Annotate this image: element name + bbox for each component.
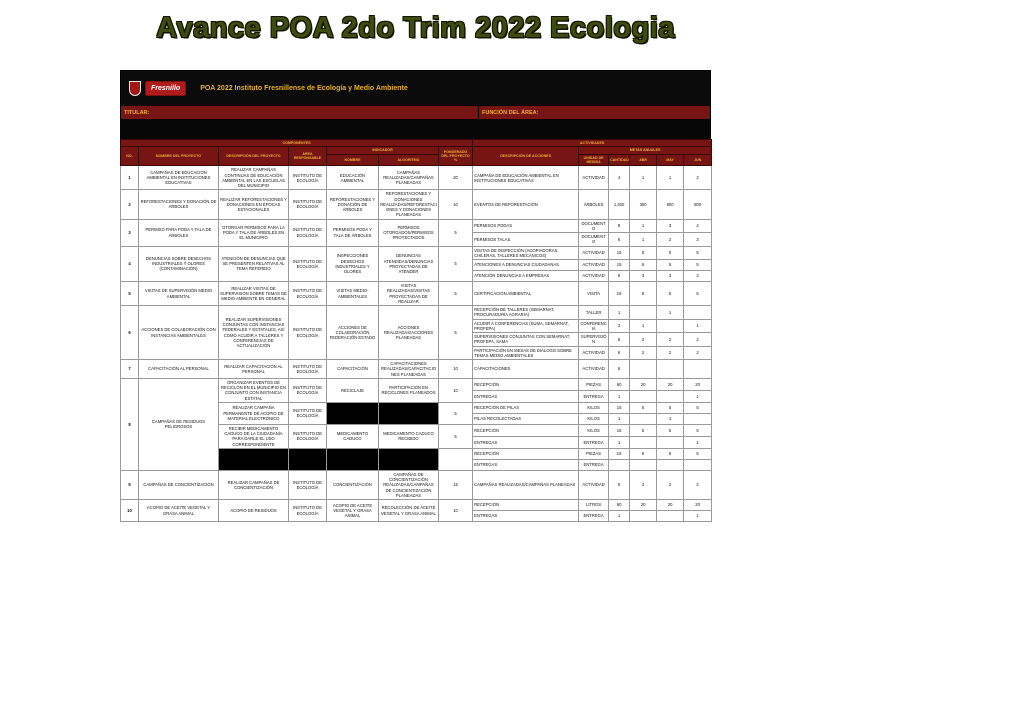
unit-of-measure: PIEZAS bbox=[579, 378, 609, 390]
indicator-name bbox=[327, 402, 379, 424]
project-weight: 10 bbox=[439, 360, 473, 379]
june-value: 20 bbox=[684, 378, 712, 390]
responsible-area: INSTITUTO DE ECOLOGÍA bbox=[289, 190, 327, 219]
project-description: REALIZAR CAMPAÑA PERMANENTE DE ACOPIO DE MATERIAL ELECTRÓNICO bbox=[219, 402, 289, 424]
responsible-area: INSTITUTO DE ECOLOGÍA bbox=[289, 378, 327, 402]
june-value: 5 bbox=[684, 260, 712, 271]
project-name: CAMPAÑAS DE CONCIENTIZACIÓN bbox=[139, 470, 219, 499]
group-header-actividades: ACTIVIDADES bbox=[473, 140, 712, 147]
june-value: 1 bbox=[684, 319, 712, 333]
project-number: 8 bbox=[121, 378, 139, 470]
table-row bbox=[121, 500, 712, 511]
titular-label: TITULAR: bbox=[121, 106, 479, 119]
unit-of-measure: KILOS bbox=[579, 402, 609, 413]
info-bar bbox=[120, 106, 711, 120]
may-value: 2 bbox=[657, 346, 684, 360]
annual-quantity: 1 bbox=[609, 306, 630, 320]
indicator-formula bbox=[379, 448, 439, 470]
unit-of-measure: PIEZAS bbox=[579, 448, 609, 459]
funcion-del-area-label: FUNCIÓN DEL ÁREA: bbox=[482, 109, 539, 116]
fresnillo-wordmark-logo: Fresnillo bbox=[145, 81, 186, 96]
indicator-formula: CAMPAÑAS REALIZADAS/CAMPAÑAS PLANEADAS bbox=[379, 166, 439, 190]
col-header-no: NO. bbox=[121, 147, 139, 166]
april-value: 3 bbox=[630, 271, 657, 282]
indicator-formula: DENUNCIAS ATENDIDAS/DENUNCIAS PROYECTADAS DE ATENDER bbox=[379, 246, 439, 282]
project-description: REALIZAR SUPERVISIONES CONJUNTAS CON INSTANCIAS FEDERALES Y ESTATALES, ASÍ COMO ACUDIR A TALLERES Y CONFERENCIAS DE ACTUALIZACIÓN bbox=[219, 306, 289, 360]
table-row bbox=[121, 190, 712, 219]
project-name: DENUNCIAS SOBRE DESECHOS INDUSTRIALES Y OLORES (CONTAMINACIÓN) bbox=[139, 246, 219, 282]
annual-quantity: 2 bbox=[609, 319, 630, 333]
project-description: REALIZAR VISITAS DE SUPERVISIÓN SOBRE TEMAS DE MEDIO AMBIENTE EN GENERAL bbox=[219, 282, 289, 306]
june-value bbox=[684, 306, 712, 320]
project-name: CAMPAÑAS DE RESIDUOS PELIGROSOS bbox=[139, 378, 219, 470]
action-description: SUPERVISIONES CONJUNTAS CON SEMARNAT, PROFEPA, SAMA bbox=[473, 333, 579, 347]
unit-of-measure: ENTREGA bbox=[579, 511, 609, 522]
project-name: CAMPAÑAS DE EDUCACIÓN AMBIENTAL EN INSTITUCIONES EDUCATIVAS bbox=[139, 166, 219, 190]
table-row bbox=[121, 306, 712, 320]
project-name: PERMISO PARA PODA Y TALA DE ÁRBOLES bbox=[139, 219, 219, 246]
unit-of-measure: ACTIVIDAD bbox=[579, 346, 609, 360]
indicator-name: VISITAS MEDIO-AMBIENTALES bbox=[327, 282, 379, 306]
may-value: 2 bbox=[657, 470, 684, 499]
responsible-area: INSTITUTO DE ECOLOGÍA bbox=[289, 306, 327, 360]
project-number: 5 bbox=[121, 282, 139, 306]
project-name: ACCIONES DE COLABORACIÓN CON INSTANCIAS AMBIENTALES bbox=[139, 306, 219, 360]
action-description: ATENCIONES A DENUNCIAS CIUDADANAS bbox=[473, 260, 579, 271]
june-value: 2 bbox=[684, 166, 712, 190]
project-description: ORGANIZAR EVENTOS DE RECICLÓN EN EL MUNICIPIO EN CONJUNTO CON INSTANCIA ESTATAL bbox=[219, 378, 289, 402]
unit-of-measure: ENTREGA bbox=[579, 459, 609, 470]
project-description bbox=[219, 448, 289, 470]
june-value: 1 bbox=[684, 390, 712, 402]
annual-quantity: 1 bbox=[609, 413, 630, 424]
unit-of-measure: CONFERENCIA bbox=[580, 320, 607, 331]
action-description: ENTREGAS bbox=[473, 390, 579, 402]
project-weight: 5 bbox=[439, 246, 473, 282]
april-value bbox=[630, 413, 657, 424]
annual-quantity bbox=[609, 459, 630, 470]
annual-quantity: 60 bbox=[609, 500, 630, 511]
project-name: CAPACITACIÓN AL PERSONAL bbox=[139, 360, 219, 379]
project-number: 3 bbox=[121, 219, 139, 246]
may-value: 1 bbox=[657, 166, 684, 190]
may-value: 5 bbox=[657, 402, 684, 413]
responsible-area: INSTITUTO DE ECOLOGÍA bbox=[289, 360, 327, 379]
unit-of-measure: KILOS bbox=[579, 424, 609, 436]
unit-of-measure: ENTREGA bbox=[579, 436, 609, 448]
action-description: ACUDIR A CONFERENCIAS (SUMA, SEMARNAT, PROFEPA) bbox=[473, 319, 579, 333]
april-value: 5 bbox=[630, 424, 657, 436]
may-value bbox=[657, 319, 684, 333]
col-header-descripcion-proyecto: DESCRIPCIÓN DEL PROYECTO bbox=[219, 147, 289, 166]
annual-quantity: 1 bbox=[609, 390, 630, 402]
unit-of-measure: ACTIVIDAD bbox=[579, 470, 609, 499]
annual-quantity: 4 bbox=[609, 166, 630, 190]
table-row bbox=[121, 166, 712, 190]
project-number: 2 bbox=[121, 190, 139, 219]
april-value: 20 bbox=[630, 500, 657, 511]
project-name: VISITAS DE SUPERVISIÓN MEDIO AMBIENTAL bbox=[139, 282, 219, 306]
responsible-area: INSTITUTO DE ECOLOGÍA bbox=[289, 166, 327, 190]
action-description: VISITAS DE INSPECCIÓN (ACOPIADORAS, CHILERAS, TALLERES MECÁNICOS) bbox=[473, 246, 579, 260]
project-description: OTORGAR PERMISOS PARA LA PODA Y TALA DE ÁRBOLES EN EL MUNICIPIO bbox=[219, 219, 289, 246]
project-description: REALIZAR CAMPAÑAS DE CONCIENTIZACIÓN bbox=[219, 470, 289, 499]
unit-of-measure: ACTIVIDAD bbox=[579, 246, 609, 260]
col-header-metas-anuales: METAS ANUALES bbox=[579, 147, 712, 154]
indicator-name: INSPECCIONES DESECHOS INDUSTRIALES Y OLORES bbox=[327, 246, 379, 282]
june-value: 2 bbox=[684, 346, 712, 360]
annual-quantity: 15 bbox=[609, 448, 630, 459]
responsible-area: INSTITUTO DE ECOLOGÍA bbox=[289, 470, 327, 499]
project-description: ATENCIÓN DE DENUNCIAS QUE SE PRESENTEN RELATIVAS AL TEMA REFERIDO bbox=[219, 246, 289, 282]
annual-quantity: 6 bbox=[609, 470, 630, 499]
may-value: 5 bbox=[657, 260, 684, 271]
annual-quantity: 15 bbox=[609, 282, 630, 306]
table-body bbox=[121, 166, 712, 522]
action-description: ENTREGAS bbox=[473, 511, 579, 522]
annual-quantity: 6 bbox=[609, 333, 630, 347]
unit-of-measure: ACTIVIDAD bbox=[579, 271, 609, 282]
may-value: 1 bbox=[657, 306, 684, 320]
project-name: REFORESTACIONES Y DONACIÓN DE ÁRBOLES bbox=[139, 190, 219, 219]
april-value: 20 bbox=[630, 378, 657, 390]
separator-band bbox=[120, 120, 711, 139]
indicator-formula: REFORESTACIONES Y DONACIONES REALIZADAS/REFORESTACIONES Y DONACIONES PLANEADAS bbox=[380, 191, 437, 218]
col-header-may: MAY bbox=[657, 154, 684, 166]
project-weight: 20 bbox=[439, 166, 473, 190]
may-value: 3 bbox=[657, 271, 684, 282]
responsible-area: INSTITUTO DE ECOLOGÍA bbox=[289, 246, 327, 282]
annual-quantity: 15 bbox=[609, 402, 630, 413]
june-value: 1 bbox=[684, 511, 712, 522]
unit-of-measure: DOCUMENTO bbox=[579, 233, 609, 247]
unit-of-measure: LITROS bbox=[579, 500, 609, 511]
may-value: 5 bbox=[657, 246, 684, 260]
indicator-formula: MEDICAMENTO CADUCO RECIBIDO bbox=[379, 424, 439, 448]
april-value: 300 bbox=[630, 190, 657, 219]
action-description: RECEPCIÓN bbox=[473, 500, 579, 511]
action-description: ENTREGAS bbox=[473, 459, 579, 470]
indicator-name: PERMISOS PODA Y TALA DE ÁRBOLES bbox=[327, 219, 379, 246]
june-value: 20 bbox=[684, 500, 712, 511]
annual-quantity: 6 bbox=[609, 346, 630, 360]
indicator-name bbox=[327, 448, 379, 470]
action-description: PARTICIPACIÓN EN MESAS DE DIÁLOGO SOBRE TEMAS MEDIO AMBIENTALES bbox=[473, 346, 579, 360]
table-row bbox=[121, 282, 712, 306]
project-weight: 5 bbox=[439, 219, 473, 246]
april-value: 2 bbox=[630, 470, 657, 499]
indicator-formula: ACCIONES REALIZADAS/ACCIONES PLANEADAS bbox=[379, 306, 439, 360]
project-weight: 10 bbox=[439, 500, 473, 522]
may-value: 1 bbox=[657, 413, 684, 424]
indicator-name: REFORESTACIONES Y DONACIÓN DE ÁRBOLES bbox=[327, 190, 379, 219]
action-description: PERMISOS TALAS bbox=[473, 233, 579, 247]
indicator-formula: VISITAS REALIZADAS/VISITAS PROYECTADAS DE REALIZAR bbox=[379, 282, 439, 306]
action-description: EVENTOS DE REFORESTACIÓN bbox=[473, 190, 579, 219]
project-number: 6 bbox=[121, 306, 139, 360]
action-description: ATENCIÓN DENUNCIAS A EMPRESAS bbox=[473, 271, 579, 282]
col-header-nombre-proyecto: NOMBRE DEL PROYECTO bbox=[139, 147, 219, 166]
june-value: 2 bbox=[684, 333, 712, 347]
april-value bbox=[630, 306, 657, 320]
indicator-name: ACCIONES DE COLABORACIÓN FEDERACIÓN ESTADO bbox=[327, 306, 379, 360]
june-value: 5 bbox=[684, 402, 712, 413]
april-value: 5 bbox=[630, 260, 657, 271]
indicator-name: EDUCACIÓN AMBIENTAL bbox=[327, 166, 379, 190]
action-description: PERMISOS PODAS bbox=[473, 219, 579, 233]
col-header-indicador-nombre: NOMBRE bbox=[327, 154, 379, 166]
june-value: 500 bbox=[684, 190, 712, 219]
action-description: RECEPCIÓN bbox=[473, 378, 579, 390]
action-description: PILAS RECOLECTADAS bbox=[473, 413, 579, 424]
col-header-descripcion-acciones: DESCRIPCIÓN DE ACCIONES bbox=[473, 147, 579, 166]
may-value: 2 bbox=[657, 333, 684, 347]
unit-of-measure: DOCUMENTO bbox=[579, 219, 609, 233]
april-value: 2 bbox=[630, 333, 657, 347]
fresnillo-crest-logo bbox=[129, 81, 141, 96]
action-description: ENTREGAS bbox=[473, 436, 579, 448]
unit-of-measure: ENTREGA bbox=[579, 390, 609, 402]
unit-of-measure: ACTIVIDAD bbox=[579, 260, 609, 271]
project-weight: 15 bbox=[439, 470, 473, 499]
project-name: ACOPIO DE ACEITE VEGETAL Y GRASA ANIMAL bbox=[139, 500, 219, 522]
may-value bbox=[657, 360, 684, 379]
project-weight: 10 bbox=[439, 378, 473, 402]
col-header-unidad-medida: UNIDAD DE MEDIDA bbox=[579, 154, 609, 166]
april-value: 5 bbox=[630, 282, 657, 306]
unit-of-measure: VISITA bbox=[579, 282, 609, 306]
table-row bbox=[121, 360, 712, 379]
project-weight bbox=[439, 448, 473, 470]
banner-title: POA 2022 Instituto Fresnillense de Ecología y Medio Ambiente bbox=[200, 84, 408, 92]
april-value: 5 bbox=[630, 246, 657, 260]
unit-of-measure: SUPERVISIÓN bbox=[579, 333, 609, 347]
action-description: RECEPCIÓN bbox=[473, 448, 579, 459]
col-header-indicador-algoritmo: ALGORITMO bbox=[379, 154, 439, 166]
annual-quantity: 15 bbox=[609, 424, 630, 436]
table-row bbox=[121, 378, 712, 390]
col-header-area-responsable: ÁREA RESPONSABLE bbox=[289, 147, 327, 166]
june-value bbox=[684, 413, 712, 424]
unit-of-measure: ACTIVIDAD bbox=[579, 360, 609, 379]
june-value: 4 bbox=[684, 219, 712, 233]
table-header bbox=[121, 140, 712, 166]
project-description: RECIBIR MEDICAMENTO CADUCO DE LA CIUDADANÍA PARA DARLE EL USO CORRESPONDIENTE bbox=[219, 424, 289, 448]
may-value: 600 bbox=[657, 190, 684, 219]
april-value: 5 bbox=[630, 448, 657, 459]
col-header-ponderado: PONDERADO DEL PROYECTO % bbox=[439, 147, 473, 166]
project-description: REALIZAR CAMPAÑAS CONTINUAS DE EDUCACIÓN AMBIENTAL EN LAS ESCUELAS DEL MUNICIPIO bbox=[219, 166, 289, 190]
april-value bbox=[630, 436, 657, 448]
annual-quantity: 6 bbox=[609, 233, 630, 247]
unit-of-measure: ACTIVIDAD bbox=[579, 166, 609, 190]
annual-quantity: 1 bbox=[609, 436, 630, 448]
june-value: 5 bbox=[684, 246, 712, 260]
june-value: 5 bbox=[684, 282, 712, 306]
col-header-abr: ABR bbox=[630, 154, 657, 166]
annual-quantity: 1 bbox=[609, 511, 630, 522]
indicator-name: CAPACITACIÓN bbox=[327, 360, 379, 379]
annual-quantity: 9 bbox=[609, 271, 630, 282]
april-value: 2 bbox=[630, 346, 657, 360]
responsible-area: INSTITUTO DE ECOLOGÍA bbox=[289, 402, 327, 424]
action-description: CAMPAÑA DE EDUCACIÓN AMBIENTAL EN INSTITUCIONES EDUCATIVAS bbox=[473, 166, 579, 190]
april-value: 1 bbox=[630, 233, 657, 247]
may-value bbox=[657, 390, 684, 402]
april-value bbox=[630, 511, 657, 522]
action-description: RECEPCIÓN DE TALLERES (SEMARNAT, PROCURADURÍA AGRARIA) bbox=[473, 306, 579, 320]
indicator-formula: PERMISOS OTORGADOS/PERMISOS PROYECTADOS bbox=[379, 219, 439, 246]
project-number: 4 bbox=[121, 246, 139, 282]
project-description: REALIZAR CAPACITACIÓN AL PERSONAL bbox=[219, 360, 289, 379]
june-value bbox=[684, 360, 712, 379]
indicator-formula: CAPACITACIONES REALIZADAS/CAPACITACIONES PLANEADAS bbox=[379, 360, 439, 379]
table-row bbox=[121, 246, 712, 260]
indicator-formula: CAMPAÑAS DE CONCIENTIZACIÓN REALIZADAS/CAMPAÑAS DE CONCIENTIZACIÓN PLANEADAS bbox=[379, 470, 439, 499]
indicator-name: RECICLAJE bbox=[327, 378, 379, 402]
may-value: 5 bbox=[657, 282, 684, 306]
may-value: 2 bbox=[657, 233, 684, 247]
action-description: CAPACITACIONES bbox=[473, 360, 579, 379]
june-value: 3 bbox=[684, 271, 712, 282]
table-row bbox=[121, 219, 712, 233]
indicator-formula bbox=[379, 402, 439, 424]
may-value bbox=[657, 436, 684, 448]
project-number: 7 bbox=[121, 360, 139, 379]
project-number: 9 bbox=[121, 470, 139, 499]
col-header-jun: JUN bbox=[684, 154, 712, 166]
may-value: 20 bbox=[657, 500, 684, 511]
may-value: 3 bbox=[657, 219, 684, 233]
april-value bbox=[630, 360, 657, 379]
poa-sheet bbox=[120, 8, 711, 522]
project-number: 10 bbox=[121, 500, 139, 522]
june-value: 2 bbox=[684, 470, 712, 499]
col-header-cantidad: CANTIDAD bbox=[609, 154, 630, 166]
indicator-name: CONCIENTIZACIÓN bbox=[327, 470, 379, 499]
col-header-indicador: INDICADOR bbox=[327, 147, 439, 154]
may-value: 5 bbox=[657, 448, 684, 459]
april-value: 1 bbox=[630, 219, 657, 233]
responsible-area: INSTITUTO DE ECOLOGÍA bbox=[289, 282, 327, 306]
responsible-area: INSTITUTO DE ECOLOGÍA bbox=[289, 424, 327, 448]
project-weight: 5 bbox=[439, 402, 473, 424]
june-value: 5 bbox=[684, 424, 712, 436]
may-value: 20 bbox=[657, 378, 684, 390]
project-number: 1 bbox=[121, 166, 139, 190]
indicator-formula: PARTICIPACIÓN EN RECICLONES PLANEADOS bbox=[379, 378, 439, 402]
logo-group bbox=[129, 81, 186, 96]
project-weight: 5 bbox=[439, 282, 473, 306]
june-value: 5 bbox=[684, 448, 712, 459]
indicator-name: MEDICAMENTO CADUCO bbox=[327, 424, 379, 448]
june-value: 3 bbox=[684, 233, 712, 247]
action-description: RECEPCIÓN bbox=[473, 424, 579, 436]
action-description: CERTIFICACIÓN AMBIENTAL bbox=[473, 282, 579, 306]
annual-quantity: 1,400 bbox=[609, 190, 630, 219]
project-weight: 5 bbox=[439, 424, 473, 448]
responsible-area: INSTITUTO DE ECOLOGÍA bbox=[289, 219, 327, 246]
unit-of-measure: TALLER bbox=[579, 306, 609, 320]
may-value: 5 bbox=[657, 424, 684, 436]
may-value bbox=[657, 459, 684, 470]
june-value bbox=[684, 459, 712, 470]
action-description: CAMPAÑAS REALIZADAS/CAMPAÑAS PLANEADAS bbox=[473, 470, 579, 499]
project-weight: 10 bbox=[439, 190, 473, 219]
unit-of-measure: KILOS bbox=[579, 413, 609, 424]
april-value: 5 bbox=[630, 402, 657, 413]
project-description: REALIZAR REFORESTACIONES Y DONACIONES EN ÉPOCAS ESTACIONALES bbox=[219, 190, 289, 219]
responsible-area: INSTITUTO DE ECOLOGÍA bbox=[289, 500, 327, 522]
indicator-formula: RECOLECCIÓN DE ACEITE VEGETAL Y GRASA ANIMAL bbox=[379, 500, 439, 522]
annual-quantity: 15 bbox=[609, 260, 630, 271]
april-value bbox=[630, 390, 657, 402]
group-header-componentes: COMPONENTES bbox=[121, 140, 473, 147]
table-row bbox=[121, 470, 712, 499]
april-value: 1 bbox=[630, 319, 657, 333]
annual-quantity: 8 bbox=[609, 219, 630, 233]
header-banner bbox=[120, 70, 711, 106]
april-value bbox=[630, 459, 657, 470]
april-value: 1 bbox=[630, 166, 657, 190]
page-title: Avance POA 2do Trim 2022 Ecologia bbox=[156, 12, 675, 44]
annual-quantity: 15 bbox=[609, 246, 630, 260]
action-description: RECEPCIÓN DE PILAS bbox=[473, 402, 579, 413]
project-weight: 5 bbox=[439, 306, 473, 360]
indicator-name: ACOPIO DE ACEITE VEGETAL Y GRASA ANIMAL bbox=[327, 500, 379, 522]
project-description: ACOPIO DE RESIDUOS bbox=[219, 500, 289, 522]
may-value bbox=[657, 511, 684, 522]
annual-quantity: 60 bbox=[609, 378, 630, 390]
june-value: 1 bbox=[684, 436, 712, 448]
poa-table bbox=[120, 139, 712, 522]
responsible-area bbox=[289, 448, 327, 470]
unit-of-measure: ÁRBOLES bbox=[579, 190, 609, 219]
annual-quantity: 6 bbox=[609, 360, 630, 379]
